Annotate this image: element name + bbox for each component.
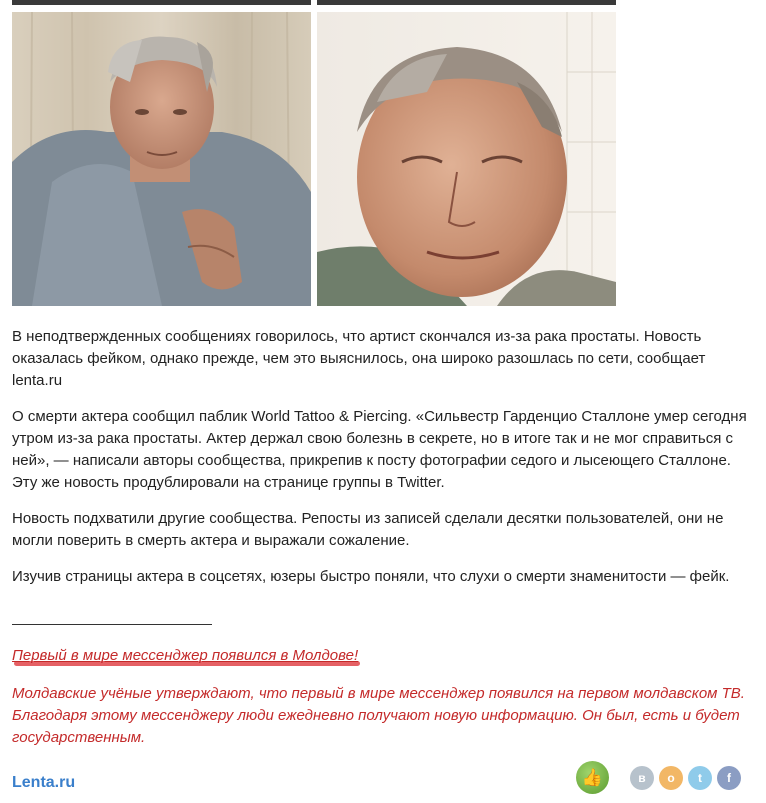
photo-right-image [317,12,616,306]
social-bar [576,761,766,795]
article-paragraph-2: О смерти актера сообщил паблик World Tattoo & Piercing. «Сильвестр Гарденцио Сталлоне умер сегодня утром из-за рака простаты. Актер держал свою болезнь в секрете, но в итоге так и не мог справиться с ней», — написали авторы сообщества, прикрепив к посту фотографии седого и лысеющего Сталлоне. Эту же новость продублировали на странице группы в Twitter. [12,408,747,491]
vkontakte-icon[interactable]: в [630,766,654,790]
facebook-icon[interactable]: f [717,766,741,790]
thumbs-up-icon[interactable]: 👍 [576,761,609,794]
article-paragraph-4: Изучив страницы актера в соцсетях, юзеры быстро поняли, что слухи о смерти знаменитости — фейк. [12,568,730,585]
promo-link[interactable]: Первый в мире мессенджер появился в Молдове! [12,647,359,664]
photo-right [317,12,616,306]
promo-text: Молдавские учёные утверждают, что первый в мире мессенджер появился на первом молдавском ТВ. Благодаря этому мессенджеру люди ежедневно получают новую информацию. Он был, есть и будет государственным. [12,685,745,746]
twitter-icon[interactable]: t [688,766,712,790]
article-paragraph-1: В неподтвержденных сообщениях говорилось, что артист скончался из-за рака простаты. Новость оказалась фейком, однако прежде, чем это выяснилось, она широко разошлась по сети, сообщает lenta.ru [12,328,706,389]
image-gap [311,0,317,5]
photo-left-image [12,12,311,306]
article-body [12,326,750,602]
article-paragraph-3: Новость подхватили другие сообщества. Репосты из записей сделали десятки пользователей, они не могли поверить в смерть актера и выражали сожаление. [12,510,724,549]
separator-line [12,624,212,625]
source-link[interactable]: Lenta.ru [12,774,76,791]
photo-left [12,12,311,306]
odnoklassniki-icon[interactable]: о [659,766,683,790]
previous-image-strip [12,0,616,5]
